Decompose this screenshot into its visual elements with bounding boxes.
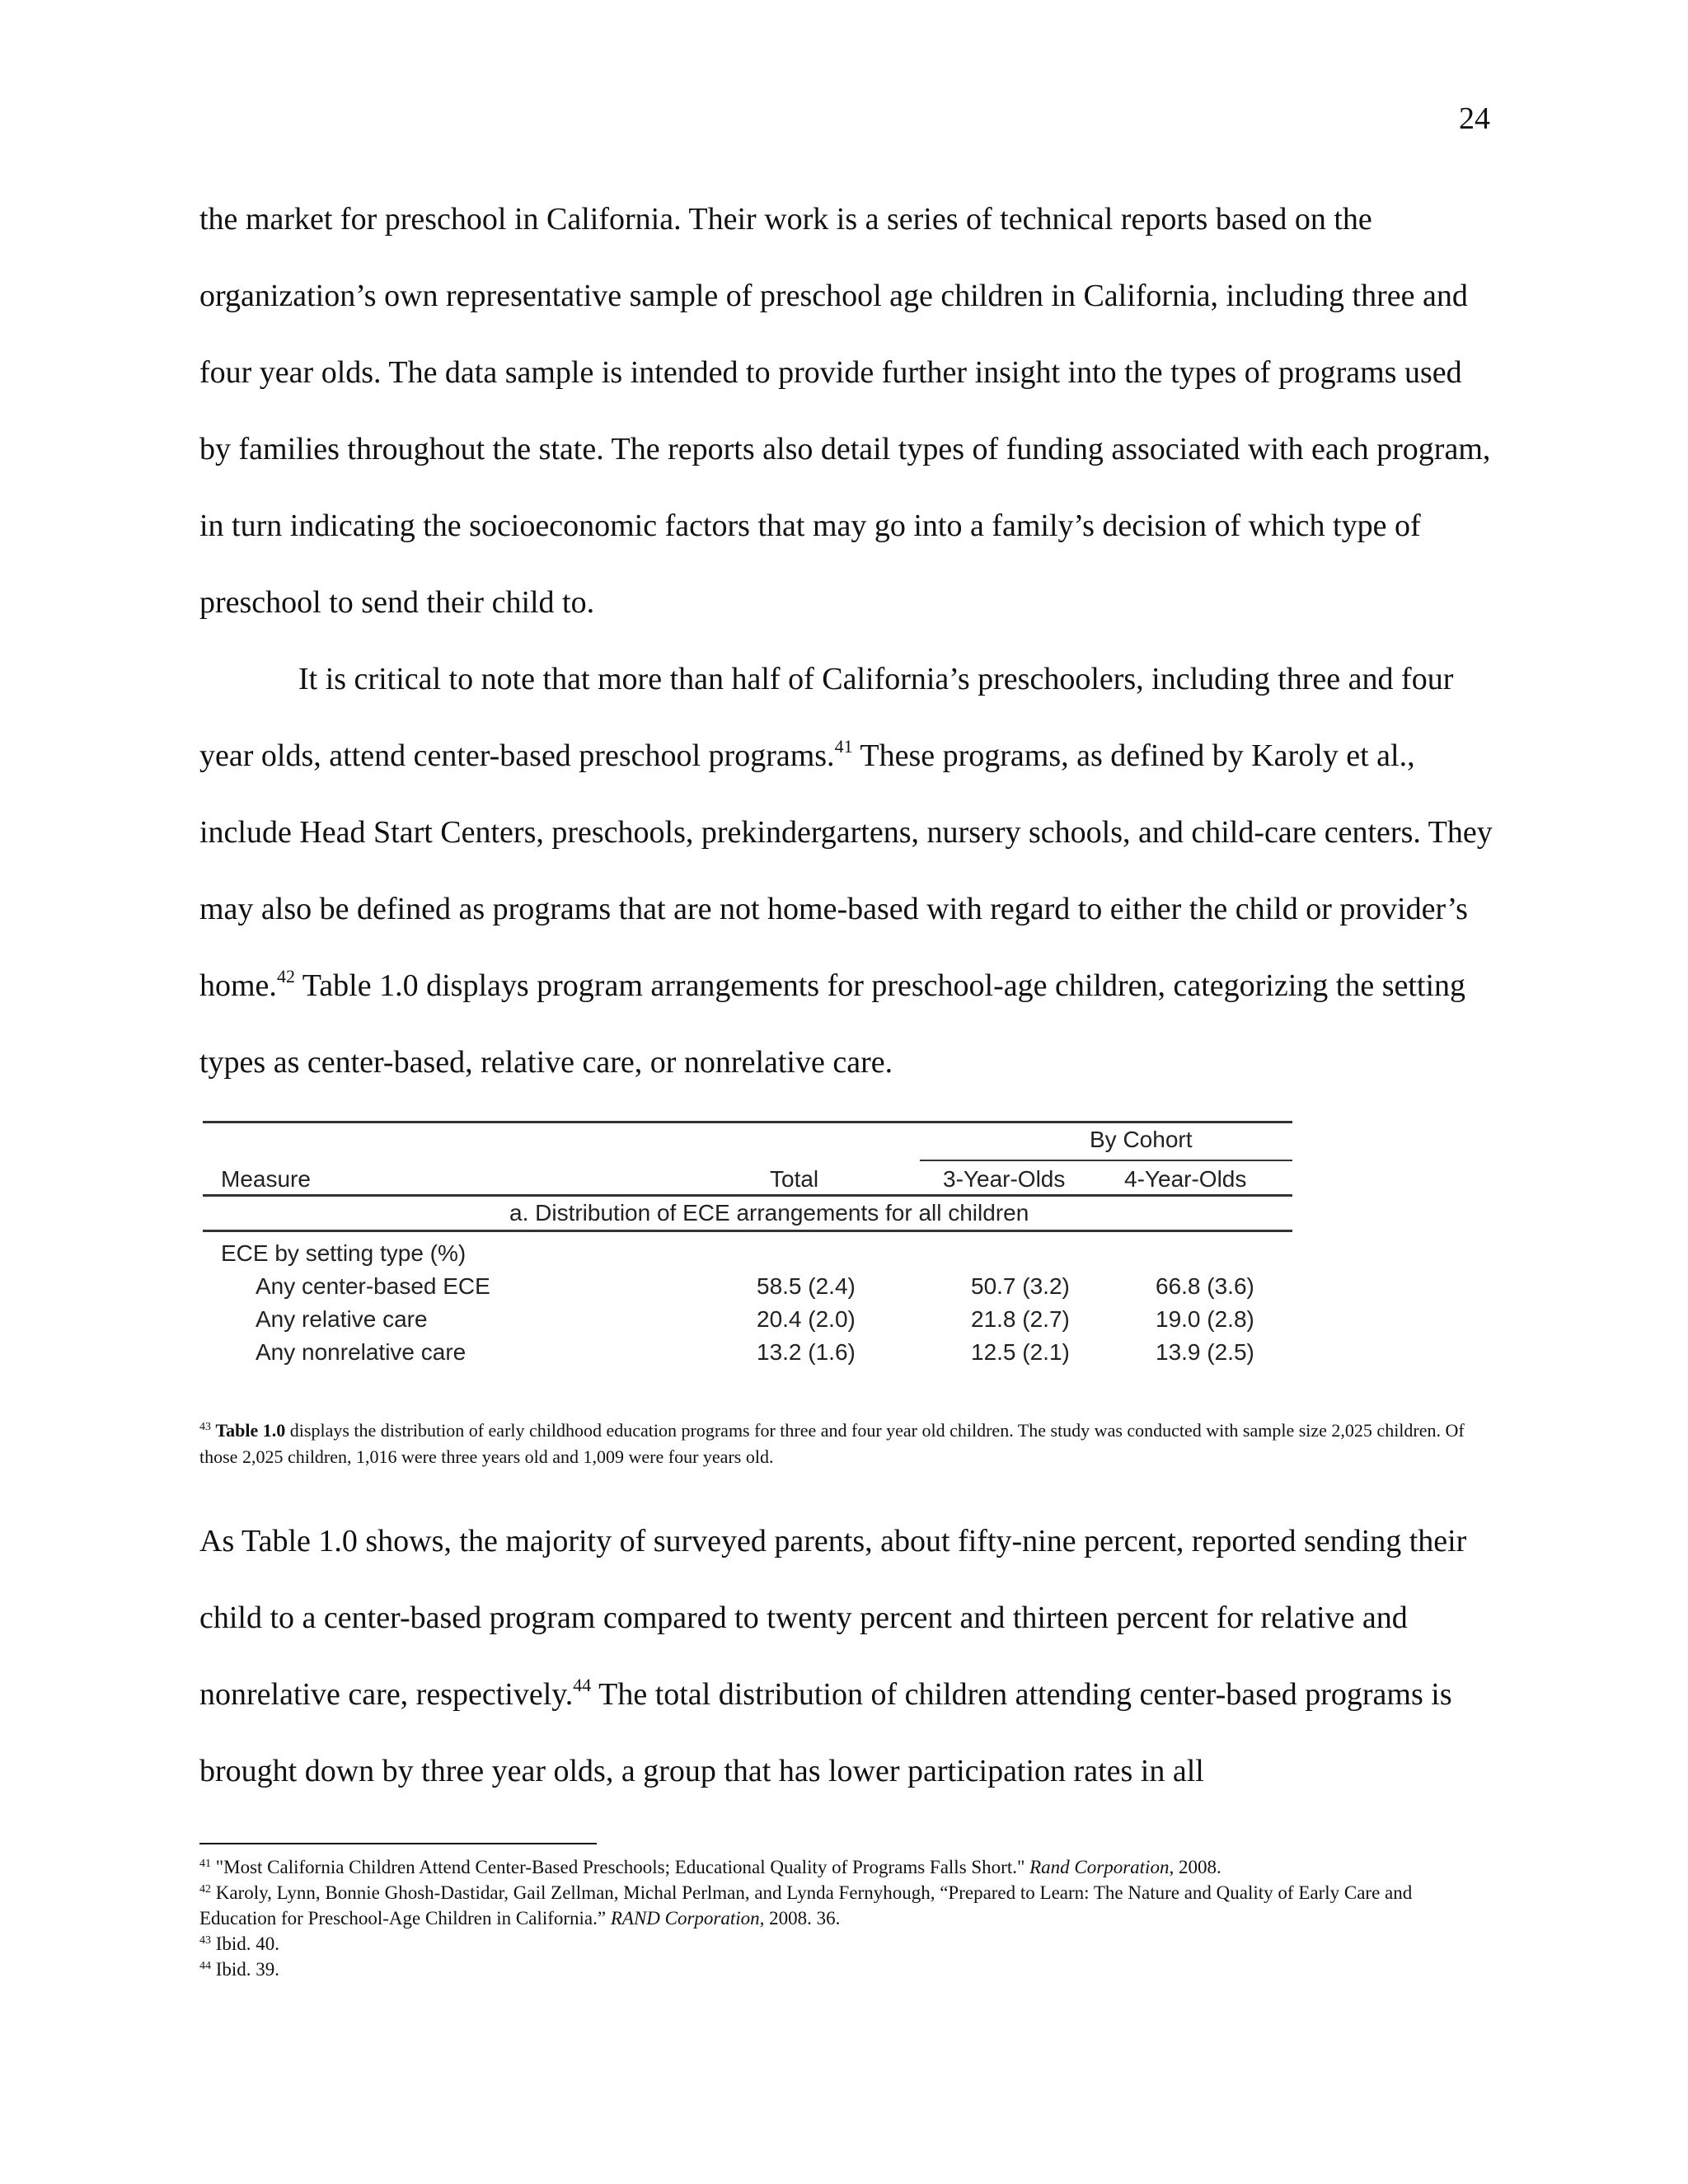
row-4-year-olds: 66.8 (3.6) <box>1156 1273 1254 1299</box>
paragraph-2-text-b: These programs, as defined by Karoly et al., include Head Start Centers, preschools, prekindergartens, nursery schools, and child-care centers. They may also be defined as programs that are not home-based with regard to either the child or provider’s home. <box>199 738 1493 1003</box>
header-total: Total <box>770 1166 819 1192</box>
table-caption-label: Table 1.0 <box>215 1420 286 1441</box>
footnotes <box>199 1854 1493 1982</box>
paragraph-2 <box>199 641 1493 1101</box>
header-measure: Measure <box>221 1166 311 1192</box>
data-table <box>203 1121 1292 1369</box>
footnote-ref-41[interactable]: 41 <box>834 736 853 757</box>
row-measure: Any relative care <box>256 1306 428 1332</box>
footnote-item <box>199 1931 1493 1957</box>
footnote-number: 42 <box>199 1883 211 1896</box>
paragraph-3-text-a: As Table 1.0 shows, the majority of surveyed parents, about fifty-nine percent, reported sending their child to a center-based program compared to twenty percent and thirteen percent for relative and nonrelative care, respectively. <box>199 1524 1467 1712</box>
table-cohort-row <box>203 1123 1292 1160</box>
footnote-ref-42[interactable]: 42 <box>276 966 295 987</box>
by-cohort-label: By Cohort <box>1090 1127 1193 1152</box>
footnote-text: Ibid. 40. <box>211 1933 280 1954</box>
table-row <box>203 1270 1292 1303</box>
footnote-number: 41 <box>199 1858 211 1870</box>
paragraph-1 <box>199 181 1493 641</box>
footnote-tail: , 2008. <box>1169 1857 1221 1877</box>
table-caption-text: displays the distribution of early childhood education programs for three and four year old children. The study was conducted with sample size 2,025 children. Of those 2,025 children, 1,016 were three years old and 1,009 were four years old. <box>199 1420 1465 1467</box>
group-label: ECE by setting type (%) <box>221 1240 467 1266</box>
table-group-row <box>203 1237 1292 1270</box>
footnote-text: Ibid. 39. <box>211 1959 280 1980</box>
table-row <box>203 1303 1292 1336</box>
footnote-source: Rand Corporation <box>1029 1857 1170 1877</box>
footnote-ref-43[interactable]: 43 <box>199 1421 211 1433</box>
table-row <box>203 1336 1292 1369</box>
footnote-tail: 2008. 36. <box>764 1908 841 1929</box>
footnote-text: Karoly, Lynn, Bonnie Ghosh-Dastidar, Gail Zellman, Michal Perlman, and Lynda Fernyhough, “Prepared to Learn: The Nature and Quality of Early Care and Education for Preschool-Age Children in California.” <box>199 1882 1413 1929</box>
table-header-row <box>203 1160 1292 1194</box>
row-measure: Any nonrelative care <box>256 1339 467 1365</box>
row-measure: Any center-based ECE <box>256 1273 490 1299</box>
paragraph-3-text-b: The total distribution of children attending center-based programs is brought down by three year olds, a group that has lower participation rates in all <box>199 1677 1452 1788</box>
table-section-rule <box>203 1230 1292 1232</box>
page-number: 24 <box>1459 101 1490 136</box>
paragraph-2-text-a: It is critical to note that more than half of California’s preschoolers, including three and four year olds, attend center-based preschool programs. <box>199 662 1454 773</box>
footnote-text: "Most California Children Attend Center-Based Preschools; Educational Quality of Programs Falls Short." <box>211 1857 1030 1877</box>
header-4-year-olds: 4-Year-Olds <box>1124 1166 1247 1192</box>
row-4-year-olds: 13.9 (2.5) <box>1156 1339 1254 1365</box>
footnote-item <box>199 1854 1493 1880</box>
footnote-item <box>199 1957 1493 1982</box>
paragraph-1-text: the market for preschool in California. Their work is a series of technical reports based on the organization’s own representative sample of preschool age children in California, including three and four year olds. The data sample is intended to provide further insight into the types of programs used by families throughout the state. The reports also detail types of funding associated with each program, in turn indicating the socioeconomic factors that may go into a family’s decision of which type of preschool to send their child to. <box>199 202 1491 620</box>
row-3-year-olds: 50.7 (3.2) <box>971 1273 1070 1299</box>
footnote-item <box>199 1880 1493 1931</box>
table-section-title: a. Distribution of ECE arrangements for all children <box>509 1200 1029 1226</box>
footnote-separator <box>199 1843 597 1844</box>
paragraph-3 <box>199 1503 1493 1810</box>
paragraph-2-text-c: Table 1.0 displays program arrangements for preschool-age children, categorizing the setting types as center-based, relative care, or nonrelative care. <box>199 968 1466 1080</box>
row-3-year-olds: 12.5 (2.1) <box>971 1339 1070 1365</box>
footnote-ref-44[interactable]: 44 <box>573 1675 592 1695</box>
row-total: 20.4 (2.0) <box>757 1306 856 1332</box>
row-3-year-olds: 21.8 (2.7) <box>971 1306 1070 1332</box>
row-total: 58.5 (2.4) <box>757 1273 856 1299</box>
footnote-number: 44 <box>199 1960 211 1972</box>
header-3-year-olds: 3-Year-Olds <box>943 1166 1066 1192</box>
footnote-number: 43 <box>199 1934 211 1947</box>
footnote-source: RAND Corporation, <box>610 1908 765 1929</box>
row-4-year-olds: 19.0 (2.8) <box>1156 1306 1254 1332</box>
row-total: 13.2 (1.6) <box>757 1339 856 1365</box>
table-caption <box>199 1418 1493 1470</box>
